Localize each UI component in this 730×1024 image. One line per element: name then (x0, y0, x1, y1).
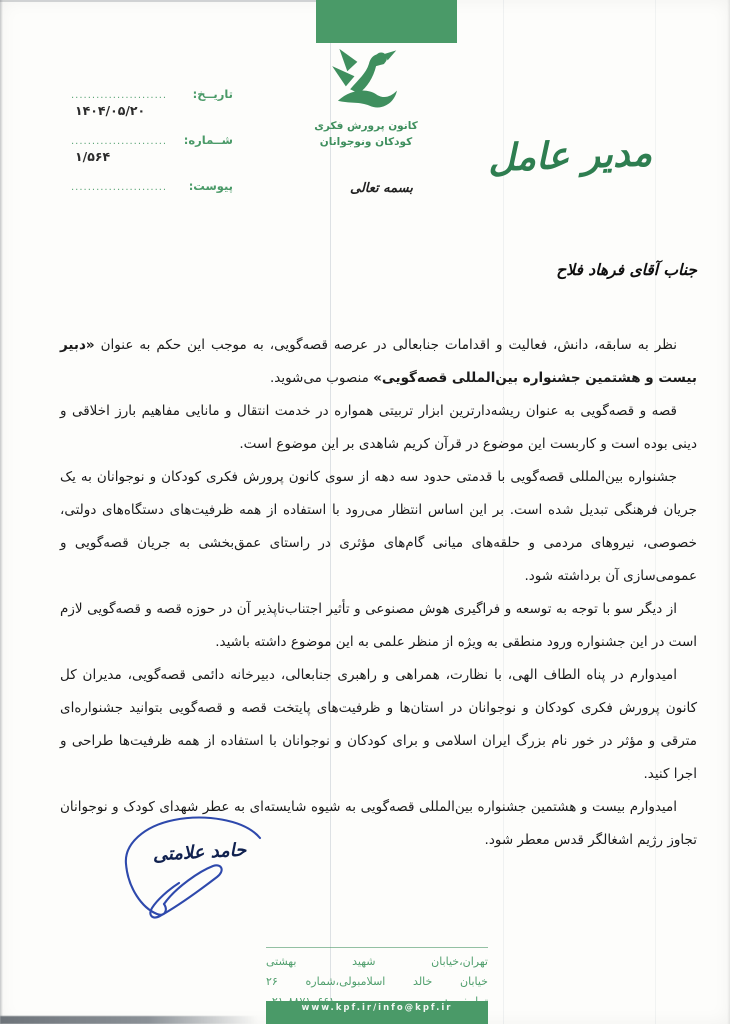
org-name (301, 118, 431, 150)
letter-paragraph: امیدوارم در پناه الطاف الهی، با نظارت، همراهی و راهبری جنابعالی، دبیرخانه دائمی قصه‌گویی، مدیران کل کانون پرورش فکری کودکان و نوجوانان در استان‌ها و ظرفیت‌های پایتخت قصه و قصه‌گویی بتوانید جشنواره‌ای مترقی و مؤثر در خور نام بزرگ ایران اسلامی و برای کودکان و نوجوانان با استفاده از همه ظرفیت‌ها طراحی و اجرا کنید. (60, 667, 697, 782)
letter-paragraph: از دیگر سو با توجه به توسعه و فراگیری هوش مصنوعی و تأثیر اجتناب‌ناپذیر آن در حوزه قصه و قصه‌گویی لازم است در این جشنواره ورود منطقی به ویژه از منظر علمی به این موضوع داشته باشید. (60, 601, 697, 650)
date-value: ۱۴۰۴/۰۵/۲۰ (75, 103, 146, 118)
signature-block (112, 814, 282, 926)
date-field (71, 87, 233, 101)
signatory-name: حامد علامتی (152, 839, 247, 866)
org-name-line1: کانون پرورش فکری (314, 120, 418, 132)
p1-text: نظر به سابقه، دانش، فعالیت و اقدامات جنابعالی در عرصه قصه‌گویی، به موجب این حکم به عنوان (94, 337, 677, 353)
number-field (71, 133, 233, 147)
basmala: بسمه تعالی (350, 181, 413, 196)
footer-address-line1: تهران،خیابان شهید بهشتی (266, 955, 488, 968)
number-label: شــماره: (183, 133, 233, 147)
p1-text-end: منصوب می‌شوید. (269, 370, 374, 386)
dotted-leader: ....................... (71, 136, 168, 147)
dotted-leader: ....................... (71, 182, 168, 193)
dotted-leader: ....................... (71, 90, 168, 101)
addressee: جناب آقای فرهاد فلاح (556, 261, 697, 279)
letter-body (60, 329, 697, 857)
number-value: ۱/۵۶۴ (75, 149, 111, 164)
letter-paragraph: جشنواره بین‌المللی قصه‌گویی با قدمتی حدود سه دهه از سوی کانون پرورش فکری کودکان و نوجوانان به یک جریان فرهنگی تبدیل شده است. بر این اساس انتظار می‌رود با استفاده از همه ظرفیت‌های دستگاه‌های دولتی، خصوصی، نیروهای مردمی و حلقه‌های میانی گام‌های مؤثری در راستای عمق‌بخشی به جریان قصه‌گویی و عمومی‌سازی آن برداشته شود. (60, 469, 697, 584)
footer-web-bar (266, 1001, 488, 1024)
org-name-line2: کودکان ونوجوانان (319, 136, 413, 148)
scan-edge-left (0, 0, 3, 1024)
scan-edge-top (0, 0, 316, 2)
letter-paragraph (60, 329, 697, 395)
kanoon-bird-logo-icon (318, 46, 414, 118)
signature-stroke-icon (112, 814, 282, 926)
letter-paragraph: قصه و قصه‌گویی به عنوان ریشه‌دارترین ابزار تربیتی همواره در خدمت انتقال و مانایی مفاهیم بارز اخلاقی و دینی بوده است و کاربست این موضوع در قرآن کریم شاهدی بر این موضوع است. (60, 403, 697, 452)
letterhead-green-bar (316, 0, 457, 43)
letter-paragraph: امیدوارم بیست و هشتمین جشنواره بین‌المللی قصه‌گویی به شیوه شایسته‌ای به عطر شهدای کودک و نوجوانان تجاوز رژیم اشغالگر قدس معطر شود. (60, 799, 697, 848)
date-label: تاریــخ: (192, 87, 233, 101)
footer-website: www.kpf.ir/info@kpf.ir (301, 1003, 453, 1013)
footer-address-line2: خیابان خالد اسلامبولی،شماره ۲۶ (266, 975, 488, 988)
p1-appointment-title: «دبیر بیست و هشتمین جشنواره بین‌المللی قصه‌گویی» (60, 337, 697, 386)
office-title: مدیر عامل (487, 131, 653, 180)
attachment-label: پیوست: (188, 179, 233, 193)
attachment-field (71, 179, 233, 193)
